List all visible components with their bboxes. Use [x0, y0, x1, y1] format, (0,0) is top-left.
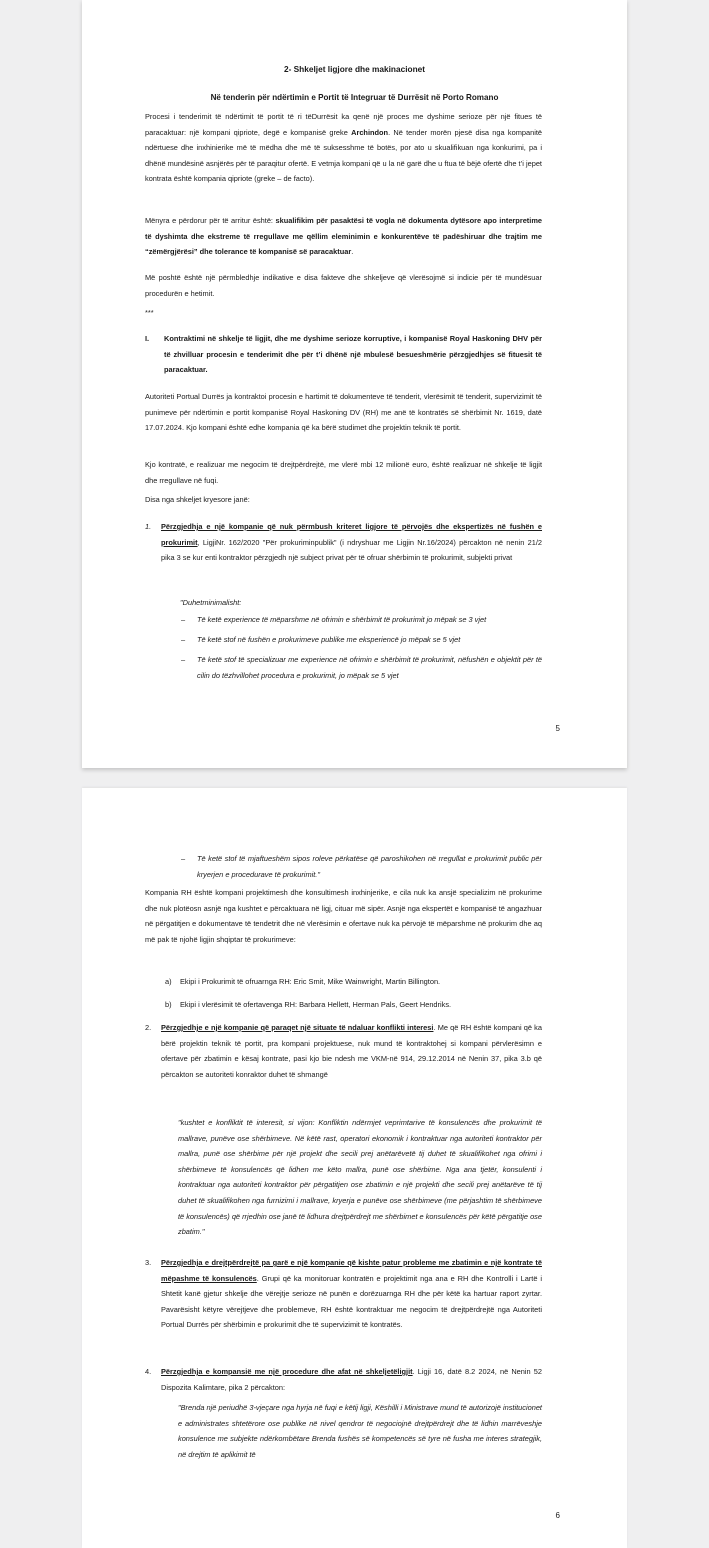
document-page-5: [82, 0, 627, 768]
paragraph-tender-process: Procesi i tenderimit të ndërtimit të portit të ri tëDurrësit ka qenë një proces me dyshime serioze për një fitues të paracaktuar: një kompani qipriote, degë e kompanisë greke Archindon. Në tender morën pjesë disa nga kompanitë ndërtuese dhe inxhinierike më të mëdha dhe më të suksesshme të botës, por ato u skualifikuan nga konkurimi, pa i dhënë mundësinë asnjërës për të paraqitur ofertë. E vetmja kompani që u la në garë dhe u ftua të bëjë ofertë dhe t’i jepet kontrata është kompania qipriote (greke – de facto).: [145, 112, 542, 184]
company-name-archindon: Archindon: [351, 127, 389, 137]
section-title: Kontraktimi në shkelje të ligjit, dhe me dyshime serioze korruptive, i kompanisë Royal Haskoning DHV për të zhvilluar procesin e tenderimit dhe për t’i dhënë një mbulesë besueshmërie përzgjedhjes së fituesit të paracaktuar.: [164, 334, 542, 375]
team-item: b) Ekipi i vlerësimit të ofertavenga RH: Barbara Hellett, Herman Pals, Geert Hendriks.: [165, 1000, 452, 1009]
item-title: Përzgjedhja e drejtpërdrejtë pa garë e një kompanie që kishte patur probleme me zbatimin e një kontrate të mëpashme të konsulencës: [161, 1258, 542, 1283]
bullet-item: – Të ketë stof të specializuar me experience në ofrimin e shërbimit të prokurimit, nëfushën e objektit për të cilin do tëzhvillohet procedura e prokurimit, jo mëpak se 5 vjet: [181, 652, 542, 683]
dash-marker: –: [181, 655, 186, 664]
section-i: [145, 331, 542, 378]
item-marker: 1.: [145, 522, 152, 531]
paragraph-contract: Autoriteti Portual Durrës ja kontraktoi procesin e hartimit të dokumenteve të tenderit, vlerësimit të tenderit, supervizimit të punimeve për ndërtimin e portit kompanisë Royal Haskoning DV (RH) me anë të kontratës së shërbimit Nr. 1619, datë 17.07.2024. Kjo kompani është edhe kompania që ka bërë studimet dhe projektin teknik të portit.: [145, 392, 542, 433]
document-page-6: [82, 788, 627, 1548]
item-marker: 3.: [145, 1258, 152, 1267]
team-item: a) Ekipi i Prokurimit të ofruarnga RH: Eric Smit, Mike Wainwright, Martin Billington.: [165, 977, 441, 986]
paragraph-violations-intro: Disa nga shkeljet kryesore janë:: [145, 495, 250, 504]
quote-law-16: "Brenda një periudhë 3-vjeçare nga hyrja në fuqi e këtij ligji, Këshilli i Ministrave mund të autorizojë institucionet e administrates shtetërore ose publike në nivel qendror të negociojnë drejtpërdrejt dhe të lidhin marrëveshje konsulence me subjekte ndërkombëtare Brenda fushës së kompetencës së tyre në fusha me interes strategjik, në drejtim të aplikimit të: [178, 1403, 542, 1459]
bullet-item: – Të ketë experience të mëparshme në ofrimin e shërbimit të prokurimit jo mëpak se 3 vjet: [181, 612, 542, 628]
bullet-item: – Të ketë stof në fushën e prokurimeve publike me eksperiencë jo mëpak se 5 vjet: [181, 632, 542, 648]
violation-item-3: 3. Përzgjedhja e drejtpërdrejtë pa garë e një kompanie që kishte patur probleme me zbatimin e një kontrate të mëpashme të konsulencës. Grupi që ka monitoruar kontratën e projektimit nga ana e RH dhe Kontrolli i Lartë i Shtetit kanë gjetur shkelje dhe vërejtje serioze në punën e dorëzuarnga RH dhe për këtë ka hartuar raport zyrtar. Pavarësisht këtyre vërejtjeve dhe problemeve, RH është kontraktuar me negocim të drejtpërdrejtë nga Autoriteti Portual Durrës për shërbimin e prokurimit dhe të supervizimit të kontratës.: [145, 1255, 542, 1333]
quote-conflict-of-interest: "kushtet e konfliktit të interesit, si vijon: Konfliktin ndërmjet veprimtarive të konsulencës dhe prokurimit të mallrave, punëve ose shërbimeve. Në këtë rast, operatori ekonomik i kontraktuar nga autoriteti kontraktor për mallra, punë ose shërbime për një projekt dhe secili prej anëtarëvetë tij duhet të skualifikohet nga ofrimi i shërbimeve të konsulencës që lidhen me këto mallra, punë ose shërbime. Nga ana tjetër, konsulenti i kontraktuar nga autoriteti kontraktor për përgatitjen ose zbatimin e një projekti dhe secili prej anëtarëve të tij duhet të skualifikohen nga furnizimi i mallrave, kryerja e punëve ose shërbimeve (me përjashtim të shërbimeve të konsulencës) që rrjedhin ose janë të lidhura drejtpërdrejt me shërbimet e konsulencës për këtë përgatitje ose zbatim.": [178, 1118, 542, 1237]
paragraph-summary: Më poshtë është një përmbledhje indikative e disa fakteve dhe shkeljeve që vlerësojmë si indicie për të mundësuar procedurën e hetimit.: [145, 273, 542, 298]
item-title: Përzgjedhja e një kompanie që nuk përmbush kriteret ligjore të përvojës dhe ekspertizës në fushën e prokurimit: [161, 522, 542, 547]
dash-marker: –: [181, 615, 186, 624]
separator: ***: [145, 308, 154, 317]
violation-item-1: 1. Përzgjedhja e një kompanie që nuk përmbush kriteret ligjore të përvojës dhe ekspertizës në fushën e prokurimit, LigjiNr. 162/2020 "Për prokuriminpublik" (i ndryshuar me Ligjin Nr.16/2024) përcakton në nenin 21/2 pika 3 se kur enti kontraktor përzgjedh një subject privat për të ofruar shërbimin të prokurimit, subjekti privat: [145, 519, 542, 566]
section-marker: I.: [145, 334, 150, 343]
page-number: 5: [555, 724, 560, 733]
dash-marker: –: [181, 854, 186, 863]
section-subheading: Në tenderin për ndërtimin e Portit të Integruar të Durrësit në Porto Romano: [210, 93, 499, 102]
violation-item-2: 2. Përzgjedhje e një kompanie që paraqet një situate të ndaluar konflikti interesi. Me që RH është kompani që ka bërë projektin teknik të portit, pra kompani projektuese, nuk mund të kontraktohej si kompani përvlerësimn e ofertave për zbatimin e kësaj kontrate, pasi kjo bie ndesh me VKM-në 914, 29.12.2014 në Nenin 37, pika 3.b që përcakton se autoriteti konraktor duhet të shmangë: [145, 1020, 542, 1082]
bullet-item: – Të ketë stof të mjaftueshëm sipos roleve përkatëse që paroshikohen në rregullat e prokurimit public për kryerjen e procedurave të prokurimit.": [181, 851, 542, 882]
quote-intro: "Duhetminimalisht:: [180, 598, 242, 607]
violation-item-4: 4. Përzgjedhja e kompansië me një procedure dhe afat në shkeljetëligjit. Ligji 16, datë 8.2 2024, në Nenin 52 Dispozita Kalimtare, pika 2 përcakton:: [145, 1364, 542, 1395]
page-number: 6: [555, 1511, 560, 1520]
item-title: Përzgjedhje e një kompanie që paraqet një situate të ndaluar konflikti interesi: [161, 1023, 434, 1032]
paragraph-value: Kjo kontratë, e realizuar me negocim të drejtpërdrejtë, me vlerë mbi 12 milionë euro, është realizuar në shkelje të ligjit dhe rregullave në fuqi.: [145, 460, 542, 485]
item-marker: 2.: [145, 1023, 152, 1032]
section-heading: 2- Shkeljet ligjore dhe makinacionet: [283, 64, 426, 74]
item-marker: 4.: [145, 1367, 152, 1376]
item-title: Përzgjedhja e kompansië me një procedure dhe afat në shkeljetëligjit: [161, 1367, 413, 1376]
paragraph-rh-company: Kompania RH është kompani projektimesh dhe konsultimesh inxhinjerike, e cila nuk ka ansjë specializim në prokurime dhe nuk plotëosn asnjë nga kushtet e përcaktuara në ligj, cituar më sipër. Asnjë nga ekspertët e kompanisë të angazhuar në përgatitjen e dokumentave të tendetrit dhe në vlerësimin e ofertave nuk ka përvojë të mëparshme në prokurim dhe aq më pak të njohë ligjin shqiptar të prokurimeve:: [145, 888, 542, 944]
dash-marker: –: [181, 635, 186, 644]
paragraph-method: Mënyra e përdorur për të arritur është: skualifikim për pasaktësi të vogla në dokumenta dytësore apo interpretime të dyshimta dhe ekstreme të rregullave me qëllim eleminimin e konkurentëve të padëshiruar dhe trajtim me “zëmërgjërësi” dhe tolerance të kompanisë së paracaktuar.: [145, 216, 542, 257]
